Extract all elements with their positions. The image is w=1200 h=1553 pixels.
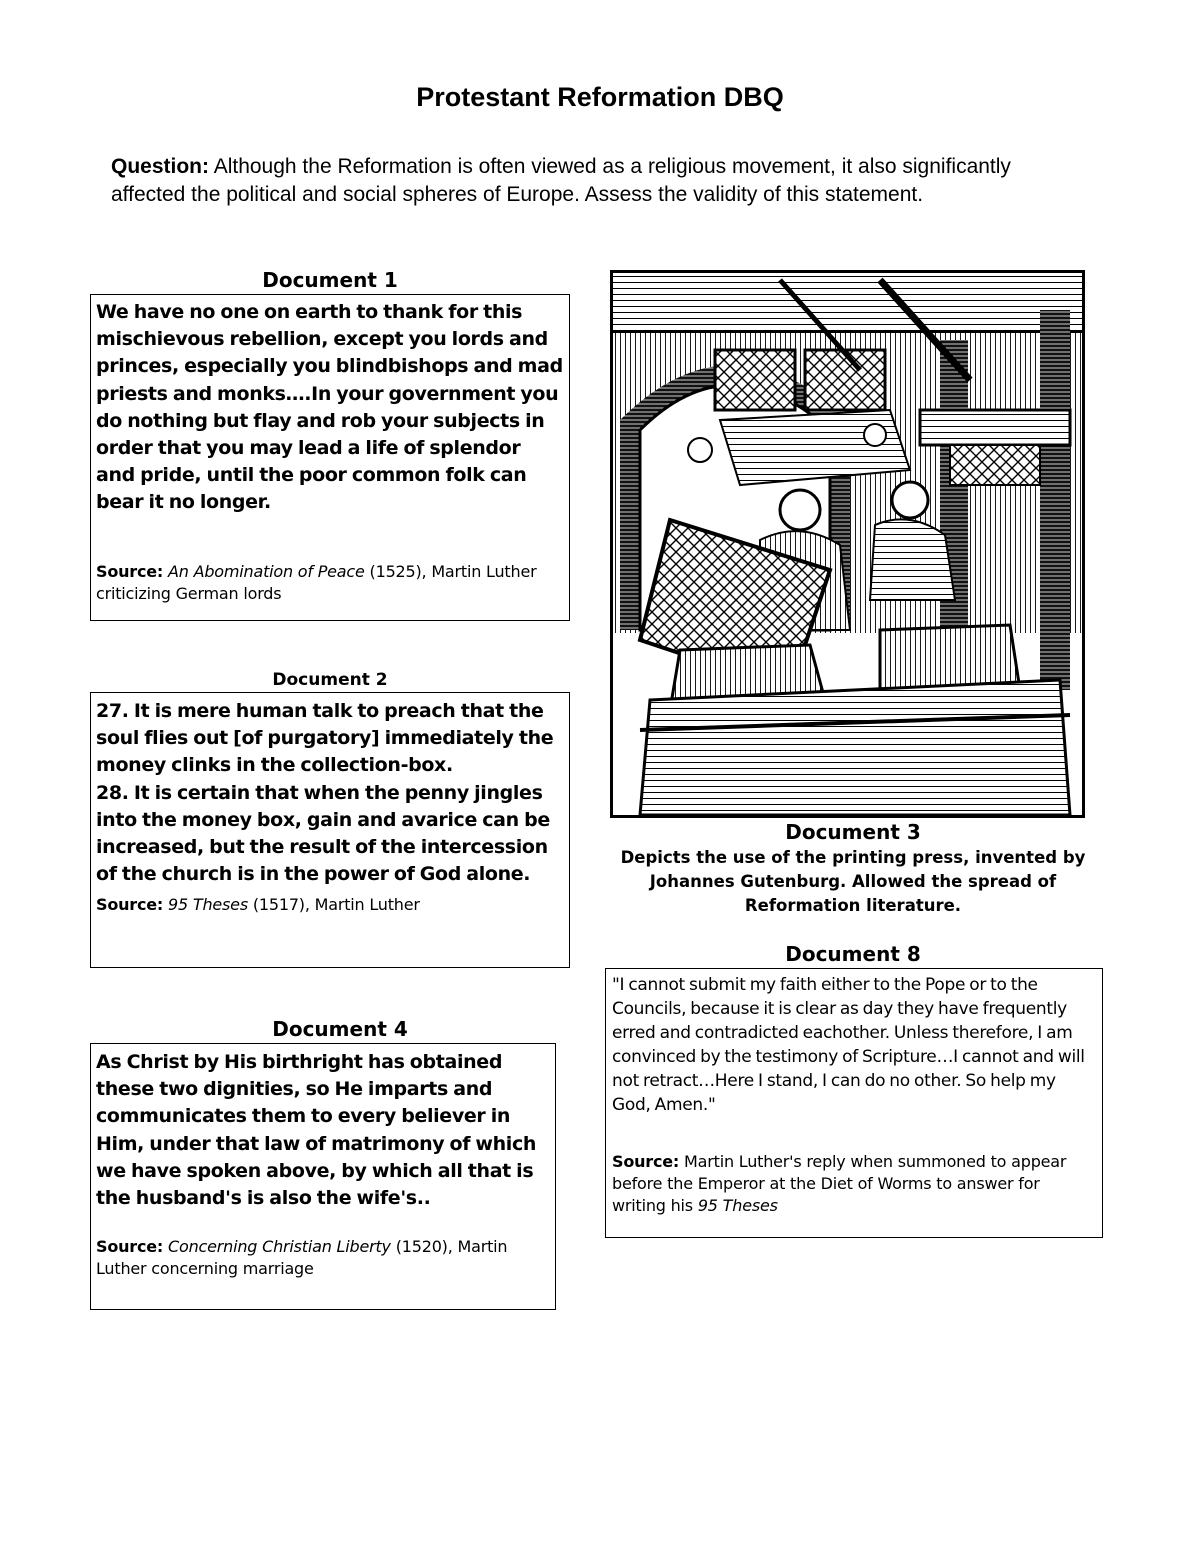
doc1-source-label: Source:: [96, 561, 164, 581]
doc3-caption: Depicts the use of the printing press, invented by Johannes Gutenburg. Allowed the spread of Reformation literature.: [620, 848, 1086, 915]
doc4-source-detail: (1520), Martin Luther concerning marriage: [96, 1237, 508, 1279]
doc8-source-title: 95 Theses: [697, 1196, 778, 1215]
doc1-source-detail: (1525), Martin Luther criticizing German lords: [96, 561, 537, 603]
doc2-box: [90, 692, 570, 968]
doc4-source-label: Source:: [96, 1237, 164, 1257]
doc1-heading: Document 1: [262, 268, 398, 292]
doc8-box: [605, 968, 1103, 1238]
printing-press-woodcut: [610, 270, 1085, 818]
doc4-source-title: Concerning Christian Liberty: [168, 1237, 391, 1257]
doc2-source-label: Source:: [96, 895, 164, 915]
doc4-box: [90, 1043, 556, 1310]
question: [111, 153, 1071, 209]
doc8-quote: "I cannot submit my faith either to the Pope or to the Councils, because it is clear as day they have frequently erred and contradicted eachother. Unless therefore, I am convinced by the testimony of Scripture…I cannot and will not retract…Here I stand, I can do no other. So help my God, Amen.": [612, 975, 1085, 1115]
doc3-heading: Document 3: [785, 820, 921, 844]
doc4-source: [96, 1236, 550, 1280]
doc1-source: [96, 561, 564, 605]
doc1-quote: We have no one on earth to thank for this mischievous rebellion, except you lords and princes, especially you blindbishops and mad priests and monks….In your government you do nothing but flay and rob your subjects in order that you may lead a life of splendor and pride, until the poor common folk can bear it no longer.: [96, 301, 563, 514]
doc4-heading: Document 4: [272, 1017, 408, 1041]
doc8-source: [612, 1151, 1096, 1217]
doc4-quote: As Christ by His birthright has obtained these two dignities, so He imparts and communicates them to every believer in Him, under that law of matrimony of which we have spoken above, by which all that is the husband's is also the wife's..: [96, 1051, 537, 1210]
doc8-heading: Document 8: [785, 942, 921, 966]
doc2-source-detail: (1517), Martin Luther: [247, 895, 420, 915]
question-label: Question:: [111, 155, 209, 178]
doc8-source-label: Source:: [612, 1152, 680, 1171]
doc2-source: [96, 894, 564, 916]
doc2-heading: Document 2: [272, 670, 388, 690]
question-text: Although the Reformation is often viewed as a religious movement, it also significantly affected the political and social spheres of Europe. Assess the validity of this statement.: [111, 155, 1011, 206]
doc1-box: [90, 294, 570, 621]
doc2-thesis-28: 28. It is certain that when the penny jingles into the money box, gain and avarice can be increased, but the result of the intercession of the church is in the power of God alone.: [96, 781, 550, 886]
doc2-source-title: 95 Theses: [168, 895, 248, 915]
doc2-thesis-27: 27. It is mere human talk to preach that the soul flies out [of purgatory] immediately the money clinks in the collection-box.: [96, 700, 554, 777]
doc8-source-detail: Martin Luther's reply when summoned to appear before the Emperor at the Diet of Worms to answer for writing his: [612, 1152, 1067, 1215]
doc1-source-title: An Abomination of Peace: [168, 561, 365, 581]
page-title: Protestant Reformation DBQ: [416, 82, 784, 112]
